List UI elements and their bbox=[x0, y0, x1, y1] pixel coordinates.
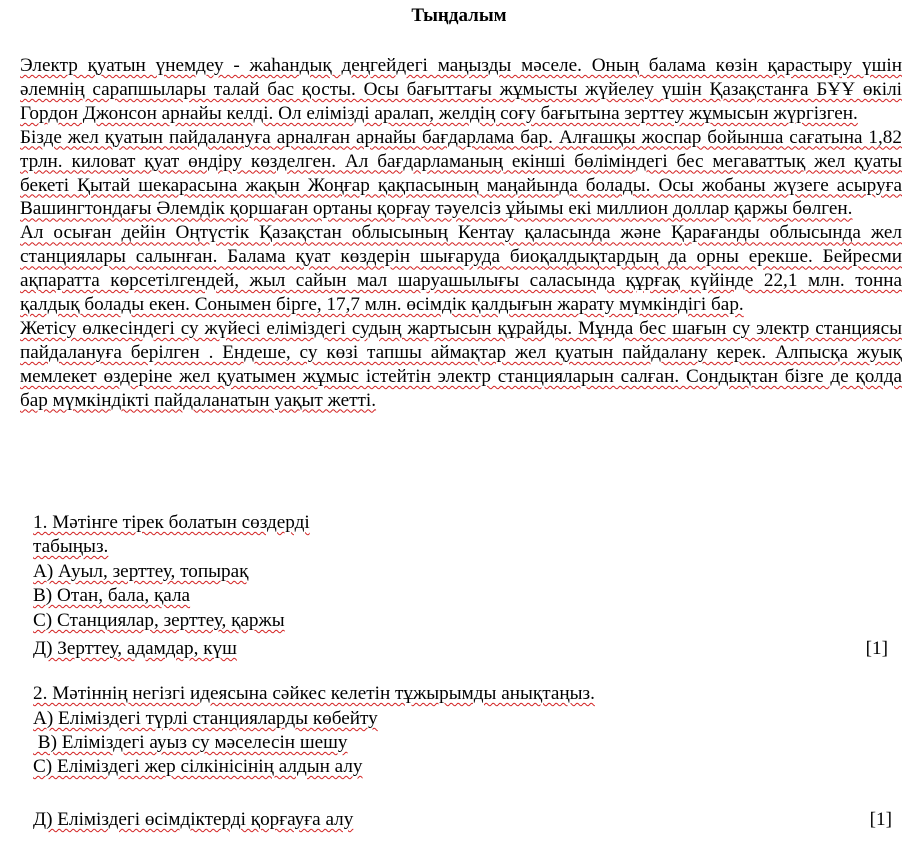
reading-text bbox=[20, 54, 902, 413]
question-2-text: 2. Мәтіннің негізгі идеясына сәйкес келетін тұжырымды анықтаңыз. bbox=[33, 683, 595, 704]
question-2-option-b: В) Еліміздегі ауыз су мәселесін шешу bbox=[33, 732, 348, 753]
paragraph-2: Бізде жел қуатын пайдалануға арналған арнайы бағдарлама бар. Алғашқы жоспар бойынша сағатына 1,82 трлн. киловат қуат өндіру көзделген. Ал бағдарламаның екінші бөліміндегі бес мегаваттық жел қуаты бекеті Қытай шекарасына жақын Жоңғар қақпасының маңайында болады. Осы жобаны жүзеге асыруға Вашингтондағы Әлемдік қоршаған ортаны қорғау тәуелсіз ұйымы екі миллион доллар қаржы бөлген. bbox=[20, 126, 902, 220]
paragraph-4: Жетісу өлкесіндегі су жүйесі еліміздегі судың жартысын құрайды. Мұнда бес шағын су электр станциясы пайдалануға берілген . Ендеше, су көзі тапшы аймақтар жел қуатын пайдалану керек. Алпысқа жуық мемлекет өздеріне жел қуатымен жұмыс істейтін электр станцияларын салған. Сондықтан бізге де қолда бар мүмкіндікті пайдаланатын уақыт жетті. bbox=[20, 317, 902, 411]
question-1-text-cont: табыңыз. bbox=[33, 536, 109, 557]
question-2-option-a: А) Еліміздегі түрлі станцияларды көбейту bbox=[33, 708, 378, 729]
question-1-option-d: Д) Зерттеу, адамдар, күш bbox=[33, 638, 237, 659]
document-title: Тыңдалым bbox=[411, 5, 507, 26]
paragraph-3: Ал осыған дейін Оңтүстік Қазақстан облысының Кентау қаласында және Қарағанды облысында жел станциялары салынған. Балама қуат көздерін шығаруда биоқалдықтардың да орны ерекше. Бейресми ақпаратта көрсетілгендей, жыл сайын мал шаруашылығы саласында құрғақ күйінде 22,1 млн. тонна қалдық болады екен. Сонымен бірге, 17,7 млн. өсімдік қалдығын жарату мүмкіндігі бар. bbox=[20, 222, 902, 316]
question-1-mark: [1] bbox=[865, 638, 888, 659]
question-1-option-c: С) Станциялар, зерттеу, қаржы bbox=[33, 610, 285, 631]
question-1-option-b: В) Отан, бала, қала bbox=[33, 585, 191, 606]
question-1-text: 1. Мәтінге тірек болатын сөздерді bbox=[33, 512, 310, 533]
question-1-option-a: А) Ауыл, зерттеу, топырақ bbox=[33, 561, 249, 582]
question-2-option-d: Д) Еліміздегі өсімдіктерді қорғауға алу bbox=[33, 809, 354, 830]
question-2-mark: [1] bbox=[869, 809, 892, 830]
question-2-option-c: С) Еліміздегі жер сілкінісінің алдын алу bbox=[33, 756, 363, 777]
paragraph-1: Электр қуатын үнемдеу - жаһандық деңгейдегі маңызды мәселе. Оның балама көзін қарастыру үшін әлемнің сарапшылары талай бас қосты. Осы бағыттағы жұмысты жүйелеу үшін Қазақстанға БҰҰ өкілі Гордон Джонсон арнайы келді. Ол елімізді аралап, желдің соғу бағытына зерттеу жұмысын жүргізген. bbox=[20, 55, 902, 124]
